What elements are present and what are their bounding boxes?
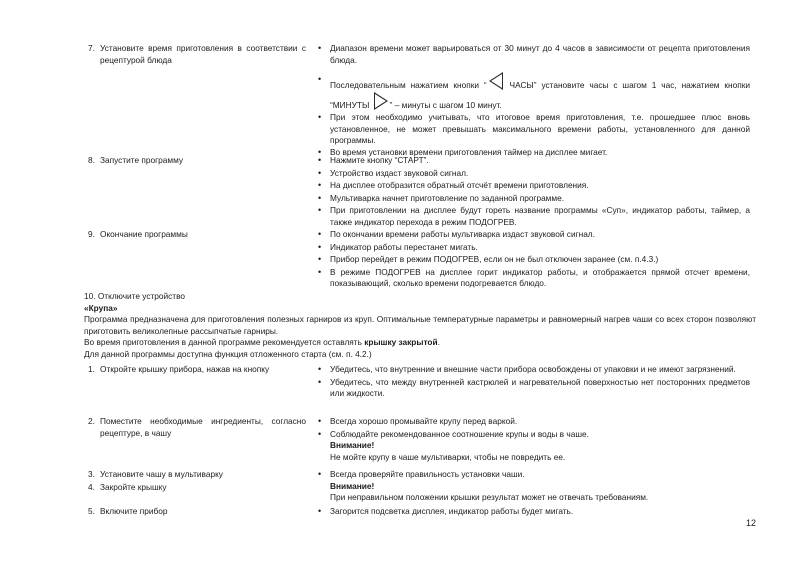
warning-text: Не мойте крупу в чаше мультиварки, чтобы не повредить ее. (330, 451, 566, 462)
bullet-item: • Нажмите кнопку “СТАРТ”. (316, 155, 750, 167)
step-text: Запустите программу (100, 155, 184, 165)
step-9-bullets (316, 229, 750, 290)
bullet-item: • Индикатор работы перестанет мигать. (316, 242, 750, 254)
bullet-item: • Соблюдайте рекомендованное соотношение крупы и воды в чаше. (316, 429, 750, 441)
step-10-text: 10. Отключите устройство (84, 291, 186, 301)
bullet-item: • Убедитесь, что внутренние и внешние части прибора освобождены от упаковки и не имеют загрязнений. (316, 364, 750, 376)
bullet-item: • Всегда хорошо промывайте крупу перед варкой. (316, 416, 750, 428)
krupa-step-3-bullets (316, 469, 750, 504)
step-text: Установите чашу в мультиварку (100, 469, 223, 479)
bullet-item: • Загорится подсветка дисплея, индикатор работы будет мигать. (316, 506, 750, 518)
step-number: 5. (88, 506, 95, 516)
bullet-item (316, 72, 750, 112)
bullet-text-part: ЧАСЫ” установите часы с шагом 1 час, нажатием кнопки “МИНУТЫ (330, 80, 750, 111)
bullet-item: • По окончании времени работы мультиварка издаст звуковой сигнал. (316, 229, 750, 241)
warning-title: Внимание! (330, 480, 375, 491)
step-number: 3. (88, 469, 95, 479)
krupa-step-1-bullets (316, 364, 750, 400)
lid-recommendation (84, 337, 754, 349)
step-number: 4. (88, 482, 95, 492)
section-title: «Крупа» (84, 303, 118, 313)
step-text: Поместите необходимые ингредиенты, согласно рецептуре, в чашу (100, 416, 306, 438)
bullet-item: • Убедитесь, что между внутренней кастрюлей и нагревательной поверхностью нет посторонних предметов или жидкости. (316, 377, 750, 400)
warning-title: Внимание! (330, 440, 375, 451)
step-text: Включите прибор (100, 506, 168, 516)
bullet-item: • При этом необходимо учитывать, что итоговое время приготовления, т.е. прошедшее плюс вновь установленное, не может превышать максимального времени работы, установленного для данной программы. (316, 112, 750, 147)
lid-text-end: . (437, 337, 440, 347)
step-number: 2. (88, 416, 95, 426)
bullet-text-part: Последовательным нажатием кнопки “ (330, 80, 487, 91)
step-8-bullets (316, 155, 750, 229)
lid-text: Во время приготовления в данной программе рекомендуется оставлять (84, 337, 365, 347)
triangle-right-icon (374, 92, 388, 110)
warning-text: При неправильном положении крышки результат может не отвечать требованиям. (330, 492, 649, 503)
triangle-left-icon (489, 72, 503, 90)
step-number: 8. (88, 155, 95, 165)
krupa-step-5-bullets (316, 506, 750, 518)
bullet-item: • Мультиварка начнет приготовление по заданной программе. (316, 193, 750, 205)
delayed-start-note: Для данной программы доступна функция отложенного старта (см. п. 4.2.) (84, 349, 372, 359)
step-text: Откройте крышку прибора, нажав на кнопку (100, 364, 270, 374)
bullet-item: • Диапазон времени может варьироваться от 30 минут до 4 часов в зависимости от рецепта приготовления блюда. (316, 43, 750, 66)
section-intro: Программа предназначена для приготовления полезных гарниров из круп. Оптимальные температурные параметры и равномерный нагрев чаши со всех сторон позволяют приготовить великолепные рассыпчатые гарниры. (84, 314, 756, 336)
bullet-item: • Устройство издаст звуковой сигнал. (316, 168, 750, 180)
page-number: 12 (745, 518, 756, 528)
bullet-item: • Во время установки времени приготовления таймер на дисплее мигает. (316, 147, 750, 159)
bullet-item: • В режиме ПОДОГРЕВ на дисплее горит индикатор работы, и отображается прямой отсчет времени, показывающий, сколько времени подогревается блюдо. (316, 267, 750, 290)
bullet-item: • Всегда проверяйте правильность установки чаши. (316, 469, 750, 481)
step-number: 7. (88, 43, 95, 53)
bullet-item: • При приготовлении на дисплее будут гореть название программы «Суп», индикатор работы, таймер, а также индикатор перехода в режим ПОДОГРЕВ. (316, 205, 750, 228)
step-text: Установите время приготовления в соответствии с рецептурой блюда (100, 43, 306, 65)
bullet-text-part: ” – минуты с шагом 10 минут. (389, 100, 502, 111)
step-text: Окончание программы (100, 229, 188, 239)
krupa-step-2-bullets (316, 416, 750, 463)
step-number: 1. (88, 364, 95, 374)
step-text: Закройте крышку (100, 482, 167, 492)
bullet-item: • На дисплее отобразится обратный отсчёт времени приготовления. (316, 180, 750, 192)
step-number: 9. (88, 229, 95, 239)
bullet-item: • Прибор перейдет в режим ПОДОГРЕВ, если он не был отключен заранее (см. п.4.3.) (316, 254, 750, 266)
lid-bold-text: крышку закрытой (364, 337, 438, 347)
step-7-bullets (316, 43, 750, 159)
